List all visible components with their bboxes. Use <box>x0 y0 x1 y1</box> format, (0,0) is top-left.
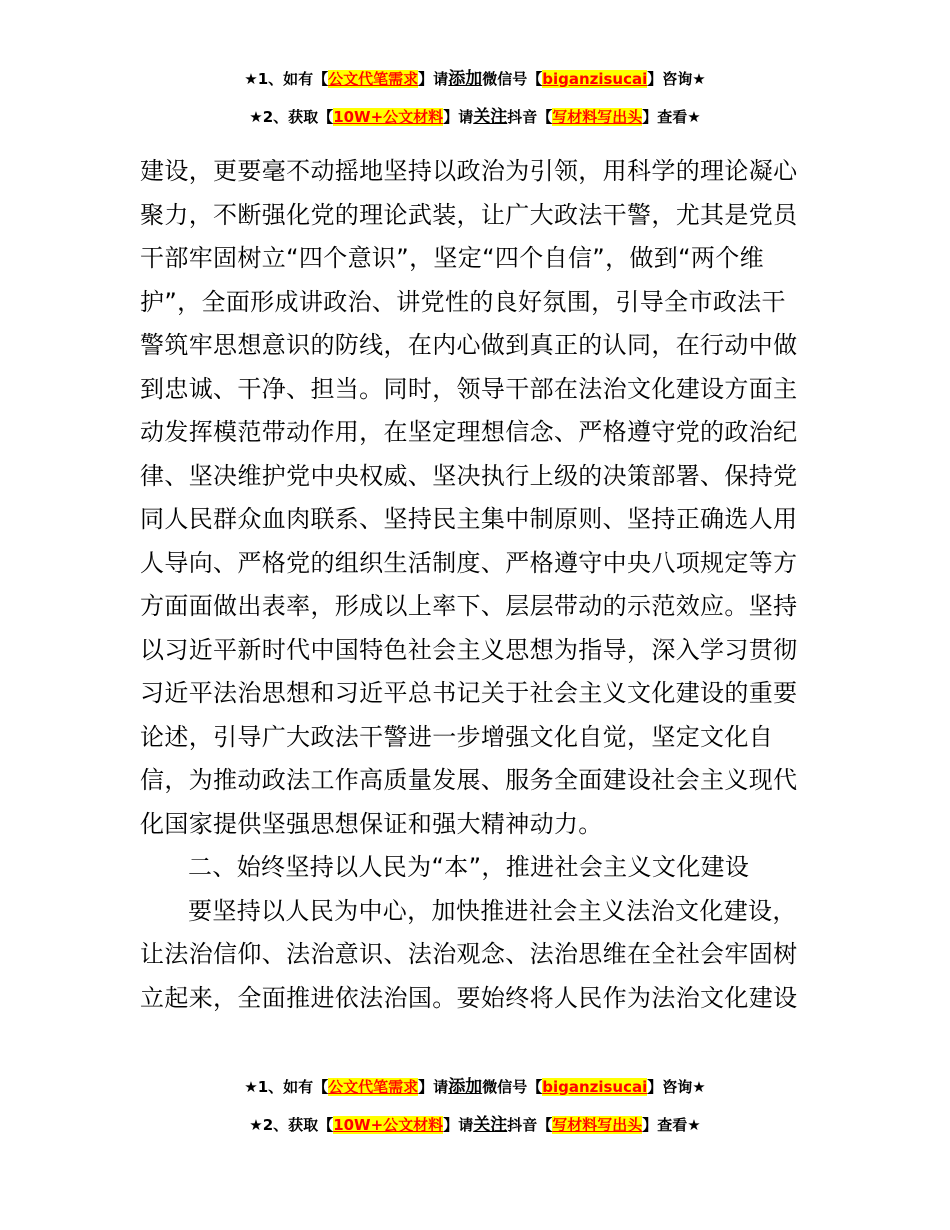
paragraph-first-line: 要坚持以人民为中心，加快推进社会主义法治文化建设， <box>188 896 797 925</box>
body-line: 习近平法治思想和习近平总书记关于社会主义文化建设的重要 <box>140 679 798 707</box>
promo-text: ★2、获取【 <box>249 108 334 126</box>
document-body <box>140 150 820 1020</box>
promo-emphasis: 添加 <box>448 1077 483 1097</box>
body-line: 立起来，全面推进依法治国。要始终将人民作为法治文化建设 <box>140 983 798 1012</box>
body-line: 律、坚决维护党中央权威、坚决执行上级的决策部署、保持党 <box>140 461 798 490</box>
promo-text: 微信号【 <box>482 1078 543 1096</box>
promo-text: 抖音【 <box>507 108 553 126</box>
promo-text: 】请 <box>443 108 474 126</box>
promo-highlight: 公文代笔需求 <box>328 70 419 88</box>
body-line: 到忠诚、干净、担当。同时，领导干部在法治文化建设方面主 <box>140 374 798 403</box>
promo-highlight-douyin: 写材料写出头 <box>552 1116 643 1134</box>
promo-text: 】咨询★ <box>647 1078 706 1096</box>
promo-text: 微信号【 <box>482 70 543 88</box>
promo-text: 】咨询★ <box>647 70 706 88</box>
body-line: 同人民群众血肉联系、坚持民主集中制原则、坚持正确选人用 <box>140 505 798 533</box>
body-line: 建设，更要毫不动摇地坚持以政治为引领，用科学的理论凝心 <box>140 157 798 185</box>
body-line: 让法治信仰、法治意识、法治观念、法治思维在全社会牢固树 <box>140 940 798 968</box>
promo-emphasis: 添加 <box>448 69 483 89</box>
body-line: 方面面做出表率，形成以上率下、层层带动的示范效应。坚持 <box>140 592 798 620</box>
body-line: 化国家提供坚强思想保证和强大精神动力。 <box>140 809 603 838</box>
body-line: 动发挥模范带动作用，在坚定理想信念、严格遵守党的政治纪 <box>140 418 798 446</box>
promo-text: 】请 <box>443 1116 474 1134</box>
promo-banner-bottom-2 <box>0 1114 950 1136</box>
promo-text: ★1、如有【 <box>244 1078 329 1096</box>
promo-banner-bottom-1 <box>0 1076 950 1098</box>
body-line: 警筑牢思想意识的防线，在内心做到真正的认同，在行动中做 <box>140 331 798 359</box>
promo-highlight: 10W+公文材料 <box>333 1116 444 1134</box>
promo-banner-top-1 <box>0 68 950 90</box>
promo-text: ★2、获取【 <box>249 1116 334 1134</box>
promo-highlight-wechat-id: biganzisucai <box>542 70 648 88</box>
promo-highlight: 10W+公文材料 <box>333 108 444 126</box>
body-line: 论述，引导广大政法干警进一步增强文化自觉，坚定文化自 <box>140 722 774 751</box>
promo-highlight: 公文代笔需求 <box>328 1078 419 1096</box>
promo-text: 】查看★ <box>642 108 701 126</box>
promo-text: 】查看★ <box>642 1116 701 1134</box>
body-line: 人导向、严格党的组织生活制度、严格遵守中央八项规定等方 <box>140 548 798 577</box>
section-heading: 二、始终坚持以人民为“本”，推进社会主义文化建设 <box>188 853 750 881</box>
promo-highlight-douyin: 写材料写出头 <box>552 108 643 126</box>
promo-text: 】请 <box>418 1078 449 1096</box>
body-line: 信，为推动政法工作高质量发展、服务全面建设社会主义现代 <box>140 766 798 794</box>
promo-banner-top-2 <box>0 106 950 128</box>
promo-emphasis: 关注 <box>473 107 508 127</box>
promo-highlight-wechat-id: biganzisucai <box>542 1078 648 1096</box>
body-line: 聚力，不断强化党的理论武装，让广大政法干警，尤其是党员 <box>140 200 798 229</box>
promo-emphasis: 关注 <box>473 1115 508 1135</box>
body-line: 干部牢固树立“四个意识”，坚定“四个自信”，做到“两个维 <box>140 244 764 272</box>
promo-text: 抖音【 <box>507 1116 553 1134</box>
body-line: 以习近平新时代中国特色社会主义思想为指导，深入学习贯彻 <box>140 635 798 664</box>
body-line: 护”，全面形成讲政治、讲党性的良好氛围，引导全市政法干 <box>140 287 786 316</box>
promo-text: 】请 <box>418 70 449 88</box>
promo-text: ★1、如有【 <box>244 70 329 88</box>
